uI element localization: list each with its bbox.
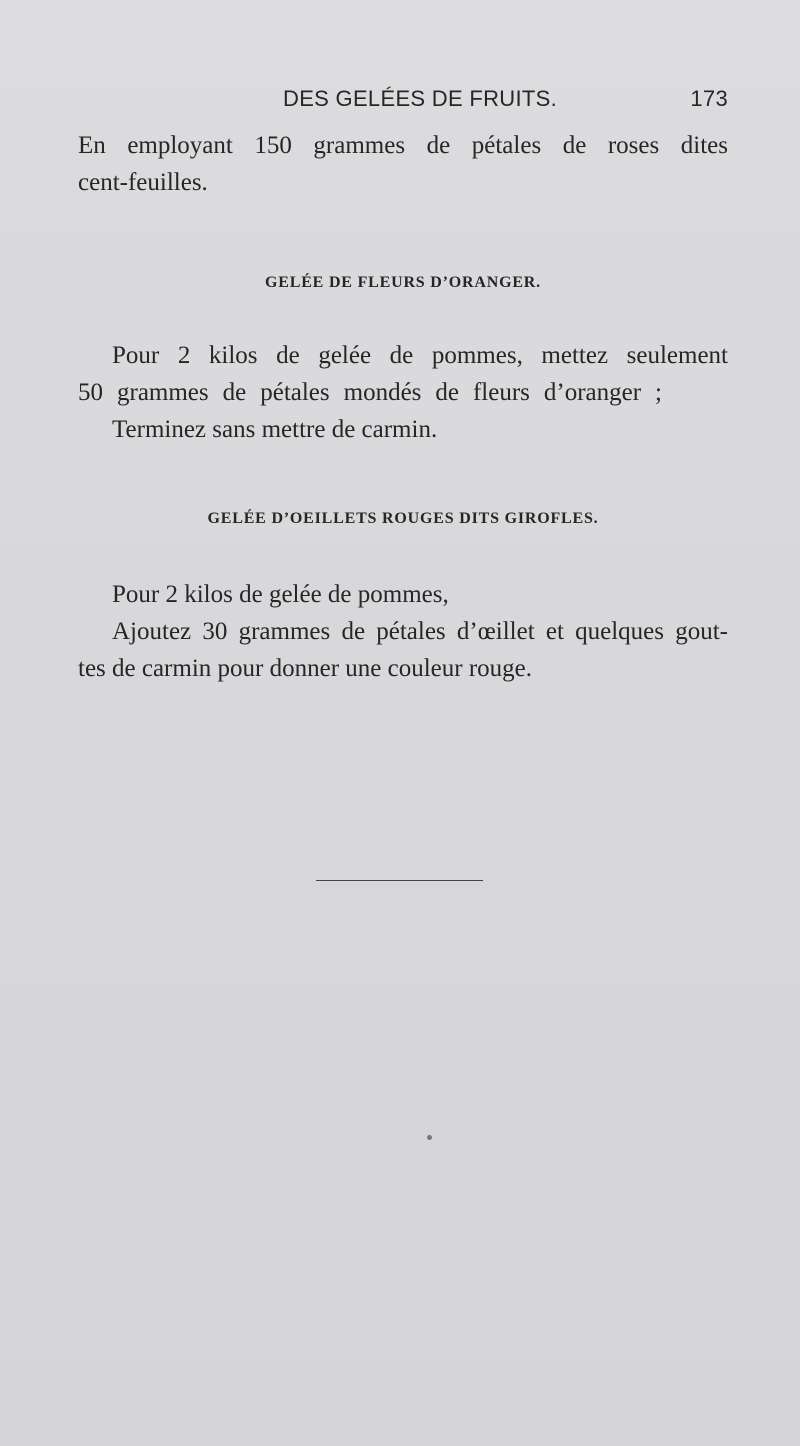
text-line: En employant 150 grammes de pétales de roses dites bbox=[78, 132, 728, 159]
paragraph-oeillets-rouges bbox=[78, 576, 728, 687]
text-line: Pour 2 kilos de gelée de pommes, mettez seulement bbox=[112, 342, 728, 369]
page-number: 173 bbox=[690, 86, 728, 111]
section-heading-fleurs-oranger: GELÉE DE FLEURS D’ORANGER. bbox=[265, 274, 541, 291]
text-line: Pour 2 kilos de gelée de pommes, bbox=[112, 581, 449, 608]
end-rule-divider bbox=[316, 880, 483, 881]
text-line: tes de carmin pour donner une couleur rouge. bbox=[78, 655, 533, 682]
intro-paragraph bbox=[78, 127, 728, 201]
section-heading-oeillets-rouges: GELÉE D’OEILLETS ROUGES DITS GIROFLES. bbox=[207, 510, 599, 527]
running-head bbox=[78, 86, 728, 116]
paragraph-fleurs-oranger bbox=[78, 337, 728, 448]
text-line: Terminez sans mettre de carmin. bbox=[112, 416, 438, 443]
text-line: 50 grammes de pétales mondés de fleurs d’oranger ; bbox=[78, 379, 662, 406]
paper-speck bbox=[427, 1135, 432, 1140]
running-title: DES GELÉES DE FRUITS. bbox=[283, 86, 558, 111]
text-line: cent-feuilles. bbox=[78, 169, 208, 196]
text-line: Ajoutez 30 grammes de pétales d’œillet et quelques gout- bbox=[112, 618, 728, 645]
